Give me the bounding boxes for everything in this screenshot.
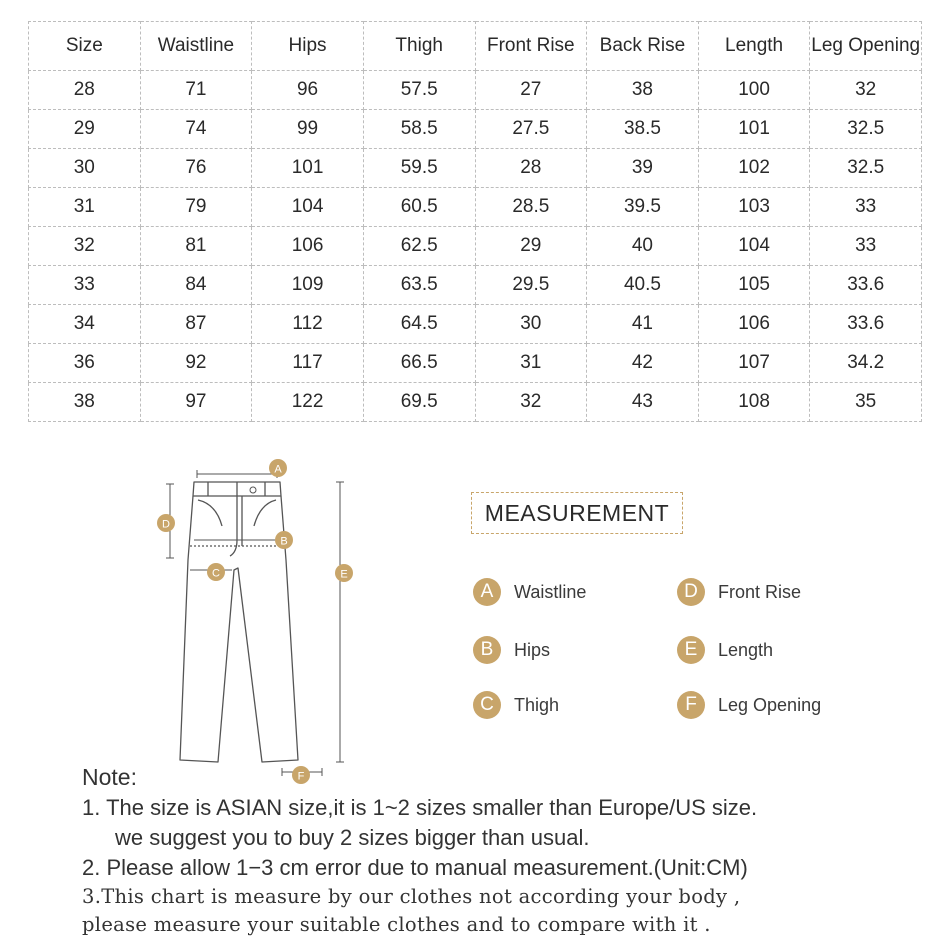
pants-measurement-diagram [150, 450, 380, 790]
table-cell: 40 [587, 227, 699, 266]
legend-item-hips [473, 636, 550, 664]
note-line-2: 2. Please allow 1−3 cm error due to manual measurement.(Unit:CM) [82, 855, 748, 880]
notes-section [82, 764, 942, 939]
table-cell: 69.5 [363, 383, 475, 422]
size-chart-table [28, 21, 922, 422]
table-cell: 57.5 [363, 71, 475, 110]
legend-label: Waistline [514, 581, 587, 602]
table-cell: 74 [140, 110, 252, 149]
legend-label: Hips [514, 639, 551, 660]
diagram-marker-e [335, 564, 353, 582]
table-cell: 40.5 [587, 266, 699, 305]
svg-text:A: A [274, 463, 282, 476]
table-cell: 103 [698, 188, 810, 227]
legend-item-waistline [473, 578, 586, 606]
svg-text:F: F [297, 770, 305, 783]
table-cell: 28 [475, 149, 587, 188]
table-header-row [29, 22, 922, 71]
diagram-marker-c [207, 563, 225, 581]
table-cell: 105 [698, 266, 810, 305]
legend-item-front-rise [677, 578, 801, 606]
table-cell: 59.5 [363, 149, 475, 188]
table-cell: 32 [29, 227, 141, 266]
table-cell: 87 [140, 305, 252, 344]
diagram-marker-a [269, 459, 287, 477]
table-cell: 34.2 [810, 344, 922, 383]
table-cell: 58.5 [363, 110, 475, 149]
table-cell: 31 [475, 344, 587, 383]
legend-label: Front Rise [718, 581, 802, 602]
table-cell: 109 [252, 266, 364, 305]
diagram-marker-b [275, 531, 293, 549]
table-cell: 106 [698, 305, 810, 344]
svg-text:C: C [212, 567, 220, 580]
table-cell: 36 [29, 344, 141, 383]
note-line-3b: please measure your suitable clothes and to compare with it . [82, 913, 711, 936]
table-row [29, 227, 922, 266]
table-row [29, 305, 922, 344]
table-cell: 99 [252, 110, 364, 149]
legend-badge-c: C [473, 691, 501, 719]
table-body [29, 71, 922, 422]
table-cell: 106 [252, 227, 364, 266]
legend-label: Length [718, 639, 774, 660]
table-cell: 28.5 [475, 188, 587, 227]
header-size: Size [29, 22, 141, 71]
table-cell: 33 [810, 227, 922, 266]
table-cell: 101 [252, 149, 364, 188]
table-cell: 32 [475, 383, 587, 422]
legend-badge-e: E [677, 636, 705, 664]
header-back-rise: Back Rise [587, 22, 699, 71]
legend-item-leg-opening [677, 691, 821, 719]
table-cell: 32.5 [810, 110, 922, 149]
legend-badge-a: A [473, 578, 501, 606]
legend-item-length [677, 636, 773, 664]
note-line-1b: we suggest you to buy 2 sizes bigger than usual. [115, 825, 590, 850]
table-cell: 32.5 [810, 149, 922, 188]
table-cell: 97 [140, 383, 252, 422]
table-cell: 27 [475, 71, 587, 110]
note-line-3: 3.This chart is measure by our clothes not according your body , [82, 885, 741, 908]
diagram-marker-d [157, 514, 175, 532]
header-thigh: Thigh [363, 22, 475, 71]
legend-item-thigh [473, 691, 559, 719]
table-cell: 112 [252, 305, 364, 344]
header-length: Length [698, 22, 810, 71]
table-cell: 35 [810, 383, 922, 422]
table-cell: 34 [29, 305, 141, 344]
table-cell: 60.5 [363, 188, 475, 227]
header-waistline: Waistline [140, 22, 252, 71]
table-cell: 102 [698, 149, 810, 188]
table-cell: 81 [140, 227, 252, 266]
table-cell: 66.5 [363, 344, 475, 383]
header-leg-opening: Leg Opening [810, 22, 922, 71]
table-row [29, 149, 922, 188]
table-cell: 27.5 [475, 110, 587, 149]
table-cell: 29 [29, 110, 141, 149]
table-row [29, 266, 922, 305]
table-row [29, 188, 922, 227]
legend-label: Thigh [514, 694, 560, 715]
table-cell: 101 [698, 110, 810, 149]
table-cell: 31 [29, 188, 141, 227]
table-row [29, 344, 922, 383]
table-cell: 30 [475, 305, 587, 344]
table-cell: 43 [587, 383, 699, 422]
table-cell: 104 [698, 227, 810, 266]
table-cell: 122 [252, 383, 364, 422]
table-cell: 32 [810, 71, 922, 110]
table-cell: 33 [29, 266, 141, 305]
table-cell: 62.5 [363, 227, 475, 266]
svg-text:D: D [162, 518, 170, 531]
table-cell: 64.5 [363, 305, 475, 344]
legend-badge-b: B [473, 636, 501, 664]
table-cell: 33.6 [810, 266, 922, 305]
table-cell: 117 [252, 344, 364, 383]
table-cell: 39 [587, 149, 699, 188]
table-row [29, 383, 922, 422]
table-cell: 84 [140, 266, 252, 305]
table-cell: 38.5 [587, 110, 699, 149]
table-cell: 41 [587, 305, 699, 344]
table-cell: 71 [140, 71, 252, 110]
table-cell: 33.6 [810, 305, 922, 344]
table-cell: 29 [475, 227, 587, 266]
table-cell: 100 [698, 71, 810, 110]
legend-badge-d: D [677, 578, 705, 606]
table-cell: 38 [587, 71, 699, 110]
header-front-rise: Front Rise [475, 22, 587, 71]
note-line-1: 1. The size is ASIAN size,it is 1~2 sizes smaller than Europe/US size. [82, 795, 758, 820]
svg-text:B: B [280, 535, 288, 548]
table-cell: 92 [140, 344, 252, 383]
measurement-title: MEASUREMENT [471, 492, 683, 534]
table-cell: 28 [29, 71, 141, 110]
table-row [29, 71, 922, 110]
table-cell: 30 [29, 149, 141, 188]
legend-label: Leg Opening [718, 694, 822, 715]
table-row [29, 110, 922, 149]
table-cell: 108 [698, 383, 810, 422]
table-cell: 33 [810, 188, 922, 227]
table-cell: 63.5 [363, 266, 475, 305]
table-cell: 29.5 [475, 266, 587, 305]
table-cell: 104 [252, 188, 364, 227]
notes-title: Note: [82, 764, 137, 790]
table-cell: 107 [698, 344, 810, 383]
header-hips: Hips [252, 22, 364, 71]
legend-badge-f: F [677, 691, 705, 719]
table-cell: 42 [587, 344, 699, 383]
svg-text:E: E [340, 568, 348, 581]
table-cell: 79 [140, 188, 252, 227]
table-cell: 38 [29, 383, 141, 422]
table-cell: 96 [252, 71, 364, 110]
table-cell: 76 [140, 149, 252, 188]
table-cell: 39.5 [587, 188, 699, 227]
